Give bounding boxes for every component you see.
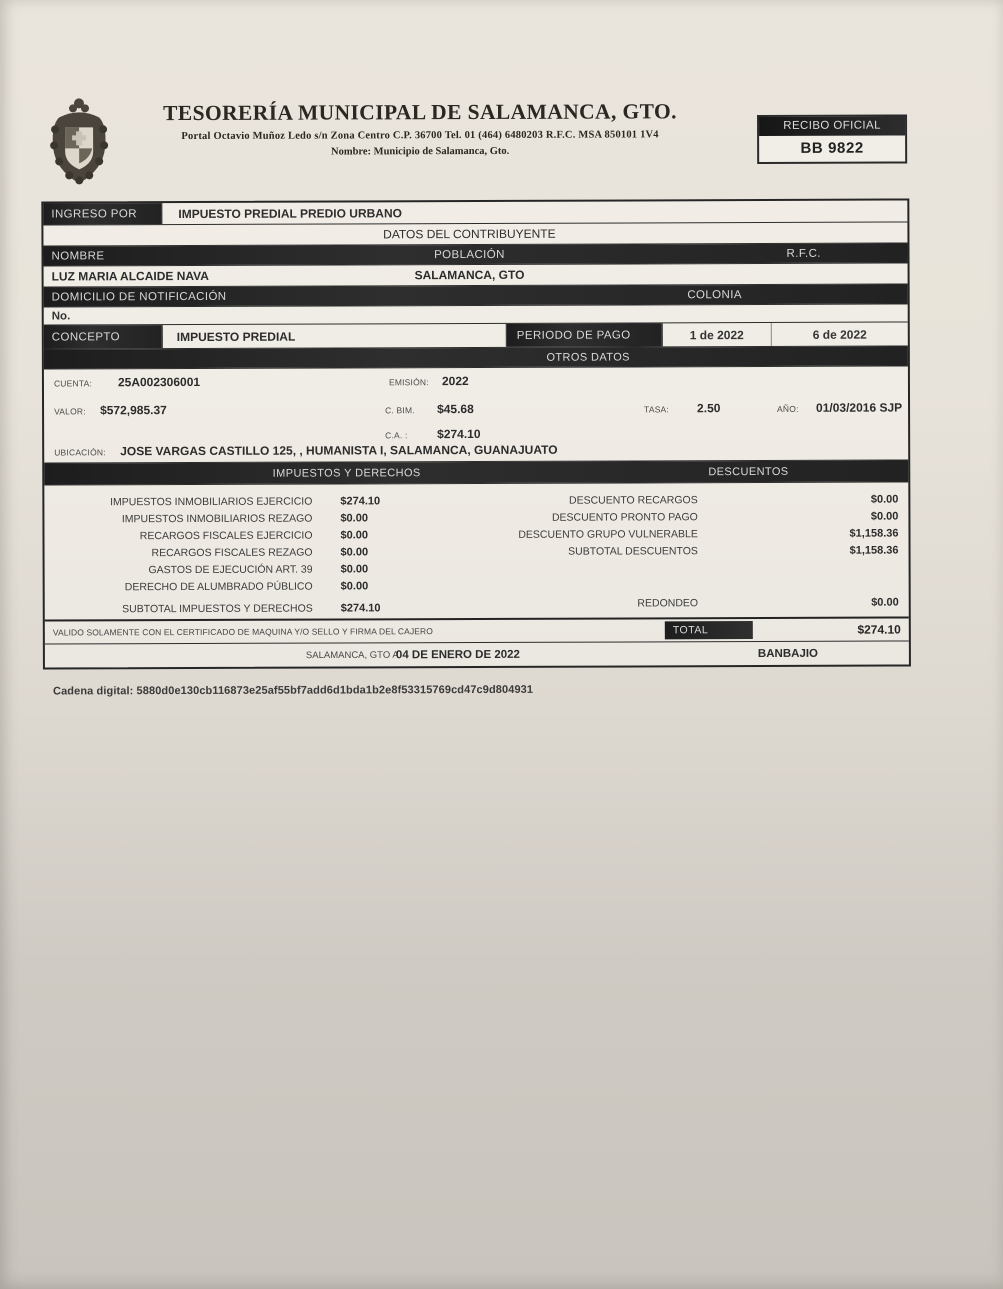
row-ingreso-por bbox=[43, 200, 907, 225]
page-title: TESORERÍA MUNICIPAL DE SALAMANCA, GTO. bbox=[163, 99, 677, 126]
concepto-value: IMPUESTO PREDIAL bbox=[162, 324, 507, 348]
valor-value: $572,985.37 bbox=[100, 403, 167, 418]
poblacion-header: POBLACIÓN bbox=[434, 248, 505, 261]
ca-value: $274.10 bbox=[437, 426, 481, 442]
item-value: $0.00 bbox=[870, 493, 899, 506]
document-header bbox=[41, 92, 909, 201]
anio-label: AÑO: bbox=[777, 403, 799, 414]
descuentos-column bbox=[468, 490, 909, 618]
receipt-table bbox=[41, 198, 911, 669]
periodo-desde: 1 de 2022 bbox=[662, 323, 772, 346]
receipt-document bbox=[41, 92, 911, 697]
impuestos-column bbox=[44, 492, 468, 619]
official-receipt-box bbox=[757, 114, 907, 164]
impuestos-section-title: IMPUESTOS Y DERECHOS bbox=[272, 466, 421, 480]
ubicacion-label: UBICACIÓN: bbox=[54, 447, 106, 458]
title-block bbox=[115, 99, 725, 158]
item-label: IMPUESTOS INMOBILIARIOS REZAGO bbox=[121, 512, 313, 525]
poblacion-value: SALAMANCA, GTO bbox=[414, 267, 525, 283]
ingreso-por-value: IMPUESTO PREDIAL PREDIO URBANO bbox=[161, 200, 907, 224]
items-area bbox=[44, 482, 908, 621]
nombre-header: NOMBRE bbox=[51, 249, 105, 262]
item-value: $0.00 bbox=[340, 511, 368, 524]
item-label: RECARGOS FISCALES EJERCICIO bbox=[139, 529, 313, 542]
cadena-digital-value: 5880d0e130cb116873e25af55bf7add6d1bda1b2e8f53315769cd47c9d804931 bbox=[136, 683, 534, 698]
municipal-crest-icon bbox=[45, 95, 113, 187]
table-row bbox=[468, 541, 909, 560]
table-row bbox=[44, 526, 467, 544]
ca-label: C.A. : bbox=[385, 430, 408, 441]
ubicacion-value: JOSE VARGAS CASTILLO 125, , HUMANISTA I, SALAMANCA, GUANAJUATO bbox=[120, 442, 558, 459]
item-value: $0.00 bbox=[340, 528, 369, 541]
domicilio-label: DOMICILIO DE NOTIFICACIÓN bbox=[51, 290, 227, 303]
table-row bbox=[45, 543, 468, 561]
row-section-contribuyente bbox=[43, 222, 907, 246]
anio-value: 01/03/2016 SJP bbox=[816, 400, 903, 415]
concepto-label: CONCEPTO bbox=[44, 325, 162, 348]
redondeo-value: $0.00 bbox=[871, 596, 899, 609]
rfc-header: R.F.C. bbox=[786, 247, 821, 260]
emision-label: EMISIÓN: bbox=[388, 377, 429, 388]
item-label: RECARGOS FISCALES REZAGO bbox=[151, 546, 313, 559]
otros-datos-content bbox=[44, 366, 908, 463]
otros-datos-section-title: OTROS DATOS bbox=[546, 350, 630, 364]
table-row bbox=[468, 507, 909, 526]
item-value: $1,158.36 bbox=[849, 544, 899, 557]
banco-text: BANBAJIO bbox=[757, 647, 818, 660]
total-label: TOTAL bbox=[665, 621, 753, 639]
tasa-label: TASA: bbox=[644, 404, 670, 415]
item-label: DERECHO DE ALUMBRADO PÚBLICO bbox=[124, 580, 313, 593]
table-row bbox=[44, 509, 467, 527]
item-value: $0.00 bbox=[340, 562, 369, 575]
table-row bbox=[45, 560, 468, 578]
valido-text: VALIDO SOLAMENTE CON EL CERTIFICADO DE MAQUINA Y/O SELLO Y FIRMA DEL CAJERO bbox=[52, 626, 434, 638]
colonia-label: COLONIA bbox=[687, 288, 742, 301]
emision-value: 2022 bbox=[441, 374, 469, 389]
item-label: DESCUENTO PRONTO PAGO bbox=[551, 510, 698, 524]
cbim-label: C. BIM. bbox=[385, 405, 415, 416]
ingreso-por-label: INGRESO POR bbox=[43, 203, 161, 224]
item-label: DESCUENTO GRUPO VULNERABLE bbox=[518, 527, 698, 541]
item-label: DESCUENTO RECARGOS bbox=[568, 493, 698, 507]
periodo-hasta: 6 de 2022 bbox=[812, 327, 867, 342]
valor-label: VALOR: bbox=[54, 406, 86, 417]
table-row-subtotal bbox=[45, 599, 468, 617]
cbim-value: $45.68 bbox=[437, 402, 474, 417]
header-address: Portal Octavio Muñoz Ledo s/n Zona Centro C.P. 36700 Tel. 01 (464) 6480203 R.F.C. MSA 850101 1V4 bbox=[181, 129, 659, 143]
redondeo-label: REDONDEO bbox=[637, 596, 699, 609]
table-row-redondeo bbox=[468, 593, 909, 612]
item-label: SUBTOTAL IMPUESTOS Y DERECHOS bbox=[122, 602, 313, 615]
header-name-line: Nombre: Municipio de Salamanca, Gto. bbox=[330, 145, 510, 158]
periodo-pago-label: PERIODO DE PAGO bbox=[507, 323, 662, 347]
table-row bbox=[468, 490, 909, 509]
item-label: IMPUESTOS INMOBILIARIOS EJERCICIO bbox=[110, 495, 313, 508]
cuenta-label: CUENTA: bbox=[53, 378, 93, 389]
cuenta-value: 25A002306001 bbox=[117, 374, 201, 390]
cadena-digital-label: Cadena digital: bbox=[53, 685, 134, 698]
item-value: $0.00 bbox=[340, 545, 369, 558]
row-concepto bbox=[44, 322, 908, 349]
row-items-headers bbox=[44, 460, 908, 485]
item-value: $274.10 bbox=[340, 601, 381, 614]
row-lugar-fecha bbox=[45, 641, 909, 667]
item-value: $0.00 bbox=[340, 579, 369, 592]
item-value: $0.00 bbox=[870, 510, 899, 523]
row-contribuyente-values bbox=[44, 263, 908, 287]
item-label: SUBTOTAL DESCUENTOS bbox=[568, 544, 698, 558]
contribuyente-section-title: DATOS DEL CONTRIBUYENTE bbox=[383, 226, 556, 242]
item-value: $1,158.36 bbox=[849, 527, 899, 540]
row-total bbox=[45, 618, 909, 644]
receipt-number: BB 9822 bbox=[800, 139, 864, 157]
table-row bbox=[468, 524, 909, 543]
nombre-value: LUZ MARIA ALCAIDE NAVA bbox=[51, 268, 209, 284]
receipt-label: RECIBO OFICIAL bbox=[759, 117, 905, 137]
lugar-text: SALAMANCA, GTO A bbox=[305, 649, 399, 661]
cadena-digital-line bbox=[53, 682, 911, 697]
table-row bbox=[44, 492, 467, 510]
table-row bbox=[45, 577, 468, 595]
item-value: $274.10 bbox=[340, 494, 381, 507]
item-label: GASTOS DE EJECUCIÓN ART. 39 bbox=[148, 563, 313, 576]
fecha-text: 04 DE ENERO DE 2022 bbox=[395, 648, 520, 661]
tasa-value: 2.50 bbox=[697, 401, 721, 416]
numero-label: No. bbox=[51, 309, 71, 322]
descuentos-section-title: DESCUENTOS bbox=[708, 465, 789, 478]
total-amount: $274.10 bbox=[857, 622, 901, 637]
